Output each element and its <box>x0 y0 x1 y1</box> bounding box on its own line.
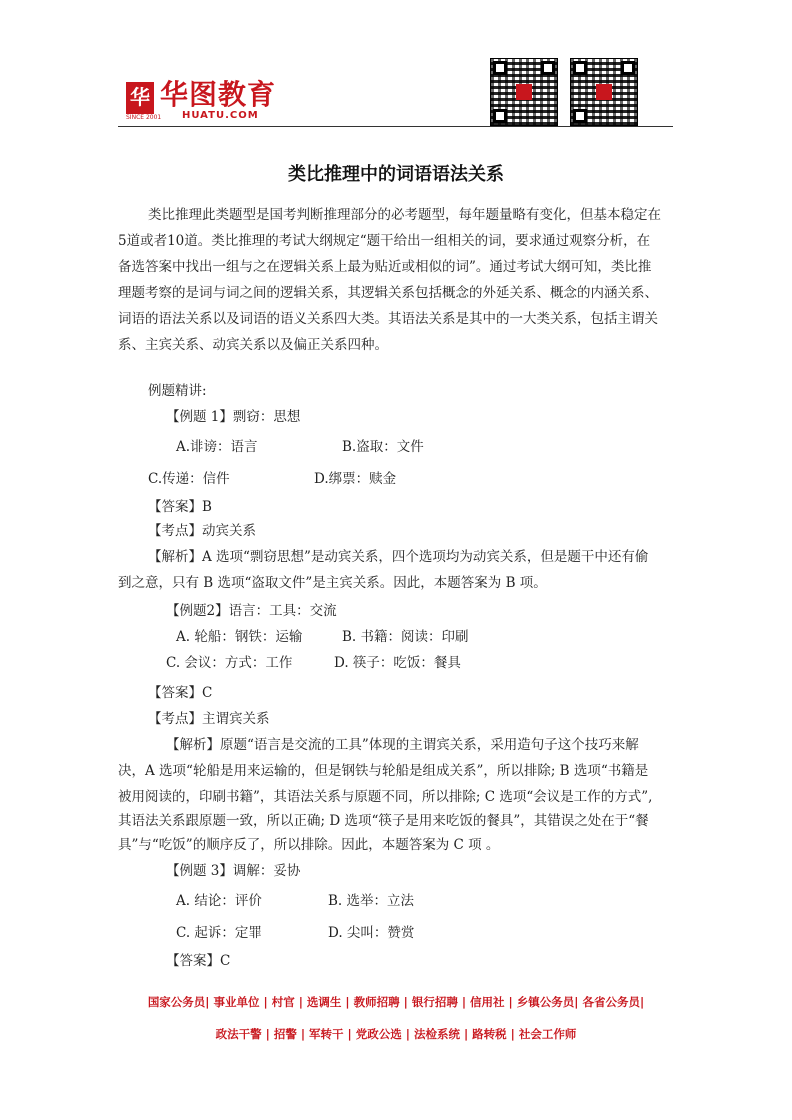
intro-line: 词语的语法关系以及词语的语义关系四大类。其语法关系是其中的一大类关系，包括主谓关 <box>118 311 658 327</box>
logo-since: SINCE 2001 <box>126 114 162 121</box>
ex1-option-d: D.绑票：赎金 <box>314 471 397 487</box>
ex3-option-a: A. 结论：评价 <box>176 893 262 909</box>
ex2-analysis-line: 被用阅读的，印刷书籍”，其语法关系与原题不同，所以排除; C 选项“会议是工作的方式”, <box>118 789 653 805</box>
ex2-question: 【例题2】语言：工具：交流 <box>166 603 337 619</box>
ex3-option-d: D. 尖叫：赞赏 <box>328 925 415 941</box>
ex3-question: 【例题 3】调解：妥协 <box>166 863 301 879</box>
qr-code-left <box>490 58 558 126</box>
ex2-point: 【考点】主谓宾关系 <box>148 711 270 727</box>
ex1-point: 【考点】动宾关系 <box>148 523 256 539</box>
ex2-option-b: B. 书籍：阅读：印刷 <box>342 629 469 645</box>
section-label: 例题精讲: <box>148 383 207 399</box>
ex1-question: 【例题 1】剽窃：思想 <box>166 409 301 425</box>
ex2-analysis-line: 决，A 选项“轮船是用来运输的，但是钢铁与轮船是组成关系”，所以排除; B 选项“书籍是 <box>118 763 649 779</box>
footer-links-line2[interactable]: 政法干警 | 招警 | 军转干 | 党政公选 | 法检系统 | 路转税 | 社会工作师 <box>215 1027 577 1041</box>
ex2-analysis-line: 其语法关系跟原题一致，所以正确; D 选项“筷子是用来吃饭的餐具”，其错误之处在于“餐 <box>118 813 649 829</box>
intro-line: 5道或者10道。类比推理的考试大纲规定“题干给出一组相关的词，要求通过观察分析，在 <box>118 233 651 249</box>
ex2-analysis-line: 具”与“吃饭”的顺序反了，所以排除。因此，本题答案为 C 项 。 <box>118 837 500 853</box>
ex1-analysis-line: 到之意，只有 B 选项“盗取文件”是主宾关系。因此，本题答案为 B 项。 <box>118 575 547 591</box>
ex3-answer: 【答案】C <box>166 953 231 969</box>
ex1-option-a: A.诽谤：语言 <box>176 439 258 455</box>
ex3-option-b: B. 选举：立法 <box>328 893 415 909</box>
brand-name: 华图教育 <box>160 78 277 111</box>
ex1-analysis-line: 【解析】A 选项“剽窃思想”是动宾关系，四个选项均为动宾关系，但是题干中还有偷 <box>148 549 649 565</box>
footer-links-line1[interactable]: 国家公务员| 事业单位 | 村官 | 选调生 | 教师招聘 | 银行招聘 | 信用社 | 乡镇公务员| 各省公务员| <box>147 995 645 1009</box>
intro-line: 类比推理此类题型是国考判断推理部分的必考题型，每年题量略有变化，但基本稳定在 <box>148 207 661 223</box>
intro-line: 系、主宾关系、动宾关系以及偏正关系四种。 <box>118 337 388 353</box>
ex2-analysis-line: 【解析】原题“语言是交流的工具”体现的主谓宾关系，采用造句子这个技巧来解 <box>166 737 639 753</box>
ex3-option-c: C. 起诉：定罪 <box>176 925 262 941</box>
ex2-option-d: D. 筷子：吃饭：餐具 <box>334 655 461 671</box>
header-rule <box>118 126 673 127</box>
ex1-option-b: B.盗取：文件 <box>342 439 424 455</box>
intro-line: 理题考察的是词与词之间的逻辑关系，其逻辑关系包括概念的外延关系、概念的内涵关系、 <box>118 285 658 301</box>
page-title: 类比推理中的词语语法关系 <box>288 164 504 185</box>
ex1-option-c: C.传递：信件 <box>148 471 230 487</box>
ex2-option-c: C. 会议：方式：工作 <box>166 655 293 671</box>
intro-line: 备选答案中找出一组与之在逻辑关系上最为贴近或相似的词”。通过考试大纲可知，类比推 <box>118 259 652 275</box>
qr-code-right <box>570 58 638 126</box>
ex2-option-a: A. 轮船：钢铁：运输 <box>176 629 303 645</box>
ex1-answer: 【答案】B <box>148 499 212 515</box>
logo-mark: 华 <box>126 82 154 114</box>
brand-domain: HUATU.COM <box>182 110 259 121</box>
ex2-answer: 【答案】C <box>148 685 213 701</box>
